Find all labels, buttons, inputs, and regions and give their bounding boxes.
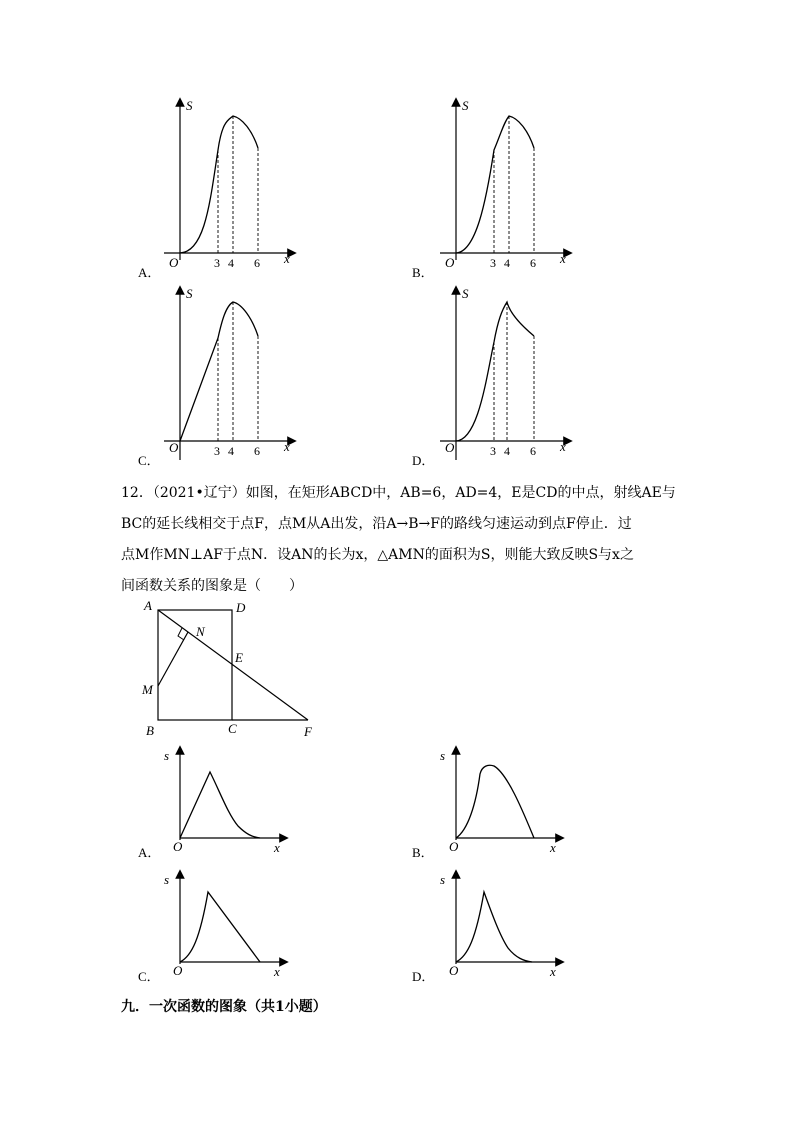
q12-option-d-label[interactable]: D． [412,969,435,984]
q12-graph-a [160,744,290,856]
label-d: D [236,600,246,615]
label-a: A [144,598,152,613]
axis-x: x [284,251,290,266]
q11-option-b-label[interactable]: B． [412,265,434,280]
tick-6: 6 [530,256,536,270]
tick-3: 3 [490,444,496,458]
axis-x: x [274,964,280,979]
q12-graph-c [160,868,290,980]
origin: O [449,839,459,854]
label-f: F [304,724,312,739]
axis-s: s [440,748,446,763]
q12-line-4: 间函数关系的图象是（ ） [121,578,303,594]
axis-x: x [550,964,556,979]
origin: O [445,440,455,455]
axis-x: x [560,439,566,454]
q11-option-a-label[interactable]: A． [138,265,161,280]
label-e: E [235,650,243,665]
q11-graph-b [436,92,576,272]
label-b: B [146,723,154,738]
q11-graph-d [436,280,576,460]
origin: O [169,255,179,270]
q11-graph-c [160,280,300,460]
origin: O [445,255,455,270]
tick-3: 3 [214,256,220,270]
q12-option-a-label[interactable]: A． [138,845,161,860]
q11-option-d-label[interactable]: D． [412,453,435,468]
axis-s: S [186,98,193,113]
origin: O [173,963,183,978]
origin: O [449,963,459,978]
tick-6: 6 [254,444,260,458]
axis-s: s [164,872,170,887]
axis-s: s [440,872,446,887]
tick-4: 4 [504,444,510,458]
q12-question-text [121,478,681,602]
axis-s: S [462,98,469,113]
label-n: N [196,624,205,639]
axis-s: s [164,748,170,763]
tick-6: 6 [254,256,260,270]
q12-line-3: 点M作MN⊥AF于点N．设AN的长为x，△AMN的面积为S，则能大致反映S与x之 [121,547,634,563]
q11-option-c-label[interactable]: C． [138,453,160,468]
axis-x: x [560,251,566,266]
q12-graph-b [436,744,566,856]
q12-option-b-label[interactable]: B． [412,845,434,860]
tick-4: 4 [228,444,234,458]
axis-x: x [274,840,280,855]
q11-graph-a [160,92,300,272]
label-m: M [142,682,153,697]
section-heading: 九．一次函数的图象（共1小题） [121,999,327,1015]
q12-rectangle-figure [138,596,328,742]
tick-4: 4 [504,256,510,270]
axis-x: x [284,439,290,454]
q12-line-2: BC的延长线相交于点F，点M从A出发，沿A→B→F的路线匀速运动到点F停止．过 [121,516,632,532]
tick-4: 4 [228,256,234,270]
label-c: C [228,721,237,736]
origin: O [173,839,183,854]
axis-s: S [186,286,193,301]
origin: O [169,440,179,455]
axis-s: S [462,286,469,301]
q12-graph-d [436,868,566,980]
q12-line-1: 12．（2021•辽宁）如图，在矩形ABCD中，AB=6，AD=4，E是CD的中点，射线AE与 [121,485,676,501]
axis-x: x [550,840,556,855]
tick-3: 3 [214,444,220,458]
tick-6: 6 [530,444,536,458]
tick-3: 3 [490,256,496,270]
q12-option-c-label[interactable]: C． [138,969,160,984]
